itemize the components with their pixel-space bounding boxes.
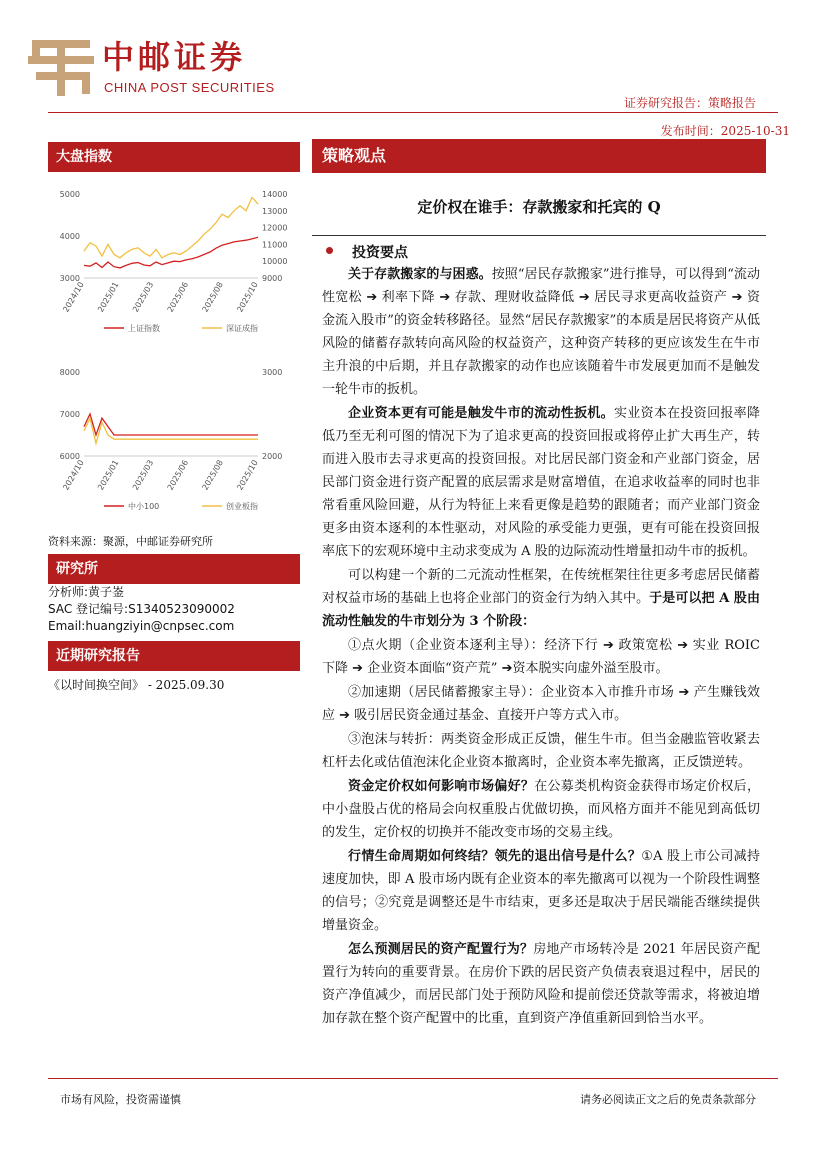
x-tick-label: 2025/06: [165, 280, 191, 314]
footer-disclaimer: 请务必阅读正文之后的免责条款部分: [580, 1093, 756, 1106]
legend-label: 深证成指: [226, 324, 258, 333]
paragraph: 可以构建一个新的二元流动性框架，在传统框架往往更多考虑居民储蓄对权益市场的基础上也将企业部门的资金行为纳入其中。于是可以把 A 股由流动性触发的牛市划分为 3 个阶段：: [322, 568, 760, 629]
paragraph: 关于存款搬家的与困惑。按照“居民存款搬家”进行推导，可以得到“流动性宽松 ➔ 利率下降 ➔ 存款、理财收益降低 ➔ 居民寻求更高收益资产 ➔ 资金流入股市”的资金转移路径。显然“居民存款搬家”的本质是居民将资产从低风险的储蓄存款转向高风险的权益资产，这种资产转移的更应该发生在牛市主升浪的中后期，并且存款搬家的动作也应该随着牛市发展更加而不是触发一轮牛市的扳机。: [322, 267, 760, 397]
y-left-tick-label: 8000: [59, 368, 80, 377]
paragraph: 企业资本更有可能是触发牛市的流动性扳机。实业资本在投资回报率降低乃至无利可图的情况下为了追求更高的投资回报或将停止扩大再生产，转而进入股市去寻求更高的投资回报。对比居民部门资金和产业部门资金，居民部门资金进行资产配置的底层需求是财富增值，在追求收益率的同时也非常看重风险回避，从行为特征上来看更像是趋势的跟随者；而产业部门资金更多由资本逐利的本性驱动，对风险的承受能力更强，更有可能在投资回报率底下的宏观环境中主动求变成为 A 股的边际流动性增量扣动牛市的扳机。: [322, 406, 760, 559]
strategy-section-header: 策略观点: [312, 139, 766, 173]
x-tick-label: 2025/10: [235, 458, 260, 492]
x-tick-label: 2025/08: [200, 280, 225, 314]
article-body: [322, 263, 760, 1031]
x-tick-label: 2025/01: [96, 458, 121, 492]
x-tick-label: 2024/10: [61, 280, 86, 314]
y-right-tick-label: 13000: [262, 206, 288, 216]
series-line-left: [84, 414, 258, 435]
legend-label: 中小100: [128, 502, 160, 511]
y-right-tick-label: 12000: [262, 223, 288, 233]
paragraph: ③泡沫与转折：两类资金形成正反馈，催生牛市。但当金融监管收紧去杠杆去化或估值泡沫化企业资本撤离时，企业资本率先撤离，正反馈逆转。: [322, 732, 760, 770]
paragraph: 资金定价权如何影响市场偏好？在公募类机构资金获得市场定价权后，中小盘股占优的格局会向权重股占优做切换，而风格方面并不能见到高低切的发生，定价权的切换并不能改变市场的交易主线。: [322, 779, 760, 840]
recent-reports-header: 近期研究报告: [48, 641, 300, 671]
analyst-sac: SAC 登记编号:S1340523090002: [48, 602, 235, 616]
series-line-left: [84, 237, 258, 268]
legend-label: 上证指数: [128, 324, 160, 333]
report-type: 证券研究报告：策略报告: [623, 96, 756, 110]
title-divider: [312, 235, 766, 236]
article-title: 定价权在谁手：存款搬家和托宾的 Q: [417, 198, 661, 216]
brand-name-en: CHINA POST SECURITIES: [104, 80, 275, 95]
y-left-tick-label: 6000: [59, 452, 80, 461]
y-right-tick-label: 10000: [262, 257, 288, 267]
x-tick-label: 2025/10: [235, 280, 260, 314]
x-tick-label: 2025/08: [200, 458, 225, 492]
brand-name-cn: 中邮证券: [102, 38, 247, 76]
y-right-tick-label: 9000: [262, 274, 283, 283]
index-section-header: 大盘指数: [48, 142, 300, 172]
paragraph: ②加速期（居民储蓄搬家主导）：企业资本入市推升市场 ➔ 产生赚钱效应 ➔ 吸引居民资金通过基金、直接开户等方式入市。: [322, 685, 760, 723]
analyst-email[interactable]: Email:huangziyin@cnpsec.com: [48, 619, 235, 633]
y-left-tick-label: 7000: [59, 410, 80, 419]
y-right-tick-label: 2000: [262, 452, 283, 461]
header-divider: [48, 112, 778, 113]
series-line-right: [84, 418, 258, 443]
analyst-name: 分析师:黄子崟: [48, 585, 125, 599]
x-tick-label: 2025/03: [130, 280, 156, 314]
recent-report-link[interactable]: 《以时间换空间》 - 2025.09.30: [48, 678, 225, 692]
china-post-logo-icon: [28, 38, 94, 98]
x-tick-label: 2025/01: [96, 280, 121, 314]
x-tick-label: 2025/06: [165, 458, 191, 492]
x-tick-label: 2024/10: [61, 458, 86, 492]
publish-time: 发布时间：2025-10-31: [660, 124, 790, 138]
analyst-info: [48, 584, 235, 635]
paragraph: 怎么预测居民的资产配置行为？房地产市场转冷是 2021 年居民资产配置行为转向的重要背景。在房价下跌的居民资产负债表衰退过程中，居民的资产净值减少，而居民部门处于预防风险和提前偿还贷款等需求，将被迫增加存款在整个资产配置中的比重，直到资产净值重新回到恰当水平。: [322, 942, 760, 1026]
research-section-header: 研究所: [48, 554, 300, 584]
index-chart-2: [48, 360, 300, 520]
bullet-icon: [326, 247, 333, 254]
y-left-tick-label: 5000: [59, 190, 80, 199]
footer-risk-note: 市场有风险，投资需谨慎: [60, 1093, 181, 1106]
chart-source: 资料来源：聚源，中邮证券研究所: [48, 535, 213, 548]
x-tick-label: 2025/03: [130, 458, 156, 492]
footer-divider: [48, 1078, 778, 1079]
y-right-tick-label: 14000: [262, 190, 288, 199]
series-line-right: [84, 197, 258, 257]
y-left-tick-label: 4000: [59, 232, 80, 241]
y-right-tick-label: 11000: [262, 240, 288, 250]
key-points-title: 投资要点: [352, 245, 408, 261]
y-right-tick-label: 3000: [262, 368, 283, 377]
paragraph: ①点火期（企业资本逐利主导）：经济下行 ➔ 政策宽松 ➔ 实业 ROIC 下降 ➔ 企业资本面临“资产荒” ➔资本脱实向虚外溢至股市。: [322, 638, 760, 676]
legend-label: 创业板指: [226, 502, 258, 511]
paragraph: 行情生命周期如何终结？领先的退出信号是什么？①A 股上市公司减持速度加快，即 A 股市场内既有企业资本的率先撤离可以视为一个阶段性调整的信号；②究竟是调整还是牛市结束，更多还是取决于居民端能否继续提供增量资金。: [322, 849, 760, 933]
index-chart-1: [48, 182, 300, 342]
y-left-tick-label: 3000: [59, 274, 80, 283]
